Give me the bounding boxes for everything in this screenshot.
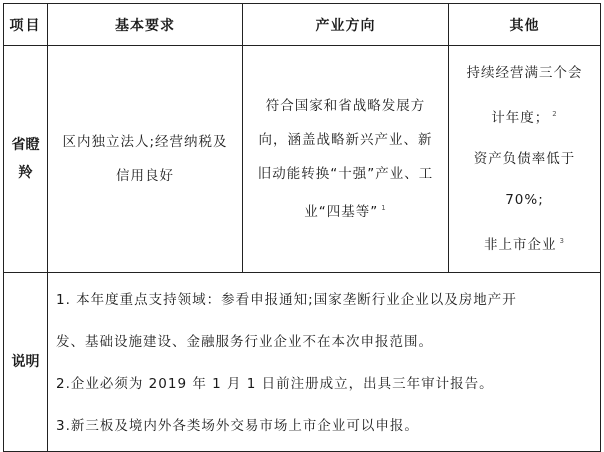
requirements-table	[3, 3, 601, 452]
other-line-4: 70%;	[505, 191, 544, 208]
header-row	[4, 4, 601, 46]
note-3: 3.新三板及境内外各类场外交易市场上市企业可以申报。	[56, 418, 419, 434]
province-label-line1: 省瞪	[11, 137, 40, 153]
province-label	[4, 46, 48, 273]
note-1: 1. 本年度重点支持领域：参看申报通知;国家垄断行业企业以及房地产开	[56, 292, 517, 308]
header-industry-direction: 产业方向	[243, 4, 449, 46]
notes-cell	[48, 273, 601, 452]
note-2: 2.企业必须为 2019 年 1 月 1 日前注册成立，出具三年审计报告。	[56, 376, 494, 392]
basic-requirements-cell	[48, 46, 243, 273]
notes-label: 说明	[4, 273, 48, 452]
province-label-line2: 羚	[18, 165, 33, 181]
industry-direction-text: 符合国家和省战略发展方向，涵盖战略新兴产业、新旧动能转换“十强”产业、工业“四基等”	[257, 98, 434, 220]
other-line-1: 持续经营满三个会	[466, 64, 583, 81]
basic-requirements-text: 区内独立法人;经营纳税及信用良好	[62, 134, 228, 184]
header-other: 其他	[449, 4, 601, 46]
footnote-3: 3	[559, 236, 565, 245]
note-1-continued: 发、基础设施建设、金融服务行业企业不在本次申报范围。	[56, 334, 433, 350]
other-line-5-text: 非上市企业	[484, 236, 557, 253]
other-cell	[449, 46, 601, 273]
province-row	[4, 46, 601, 273]
other-line-5	[449, 221, 600, 266]
industry-direction-cell	[243, 46, 449, 273]
footnote-2: 2	[552, 109, 558, 118]
other-line-2-text: 计年度；	[491, 109, 550, 126]
header-item: 项目	[4, 4, 48, 46]
other-line-2	[449, 94, 600, 139]
other-line-3: 资产负债率低于	[473, 150, 576, 167]
notes-row	[4, 273, 601, 452]
footnote-1: 1	[381, 204, 387, 212]
header-basic-requirements: 基本要求	[48, 4, 243, 46]
